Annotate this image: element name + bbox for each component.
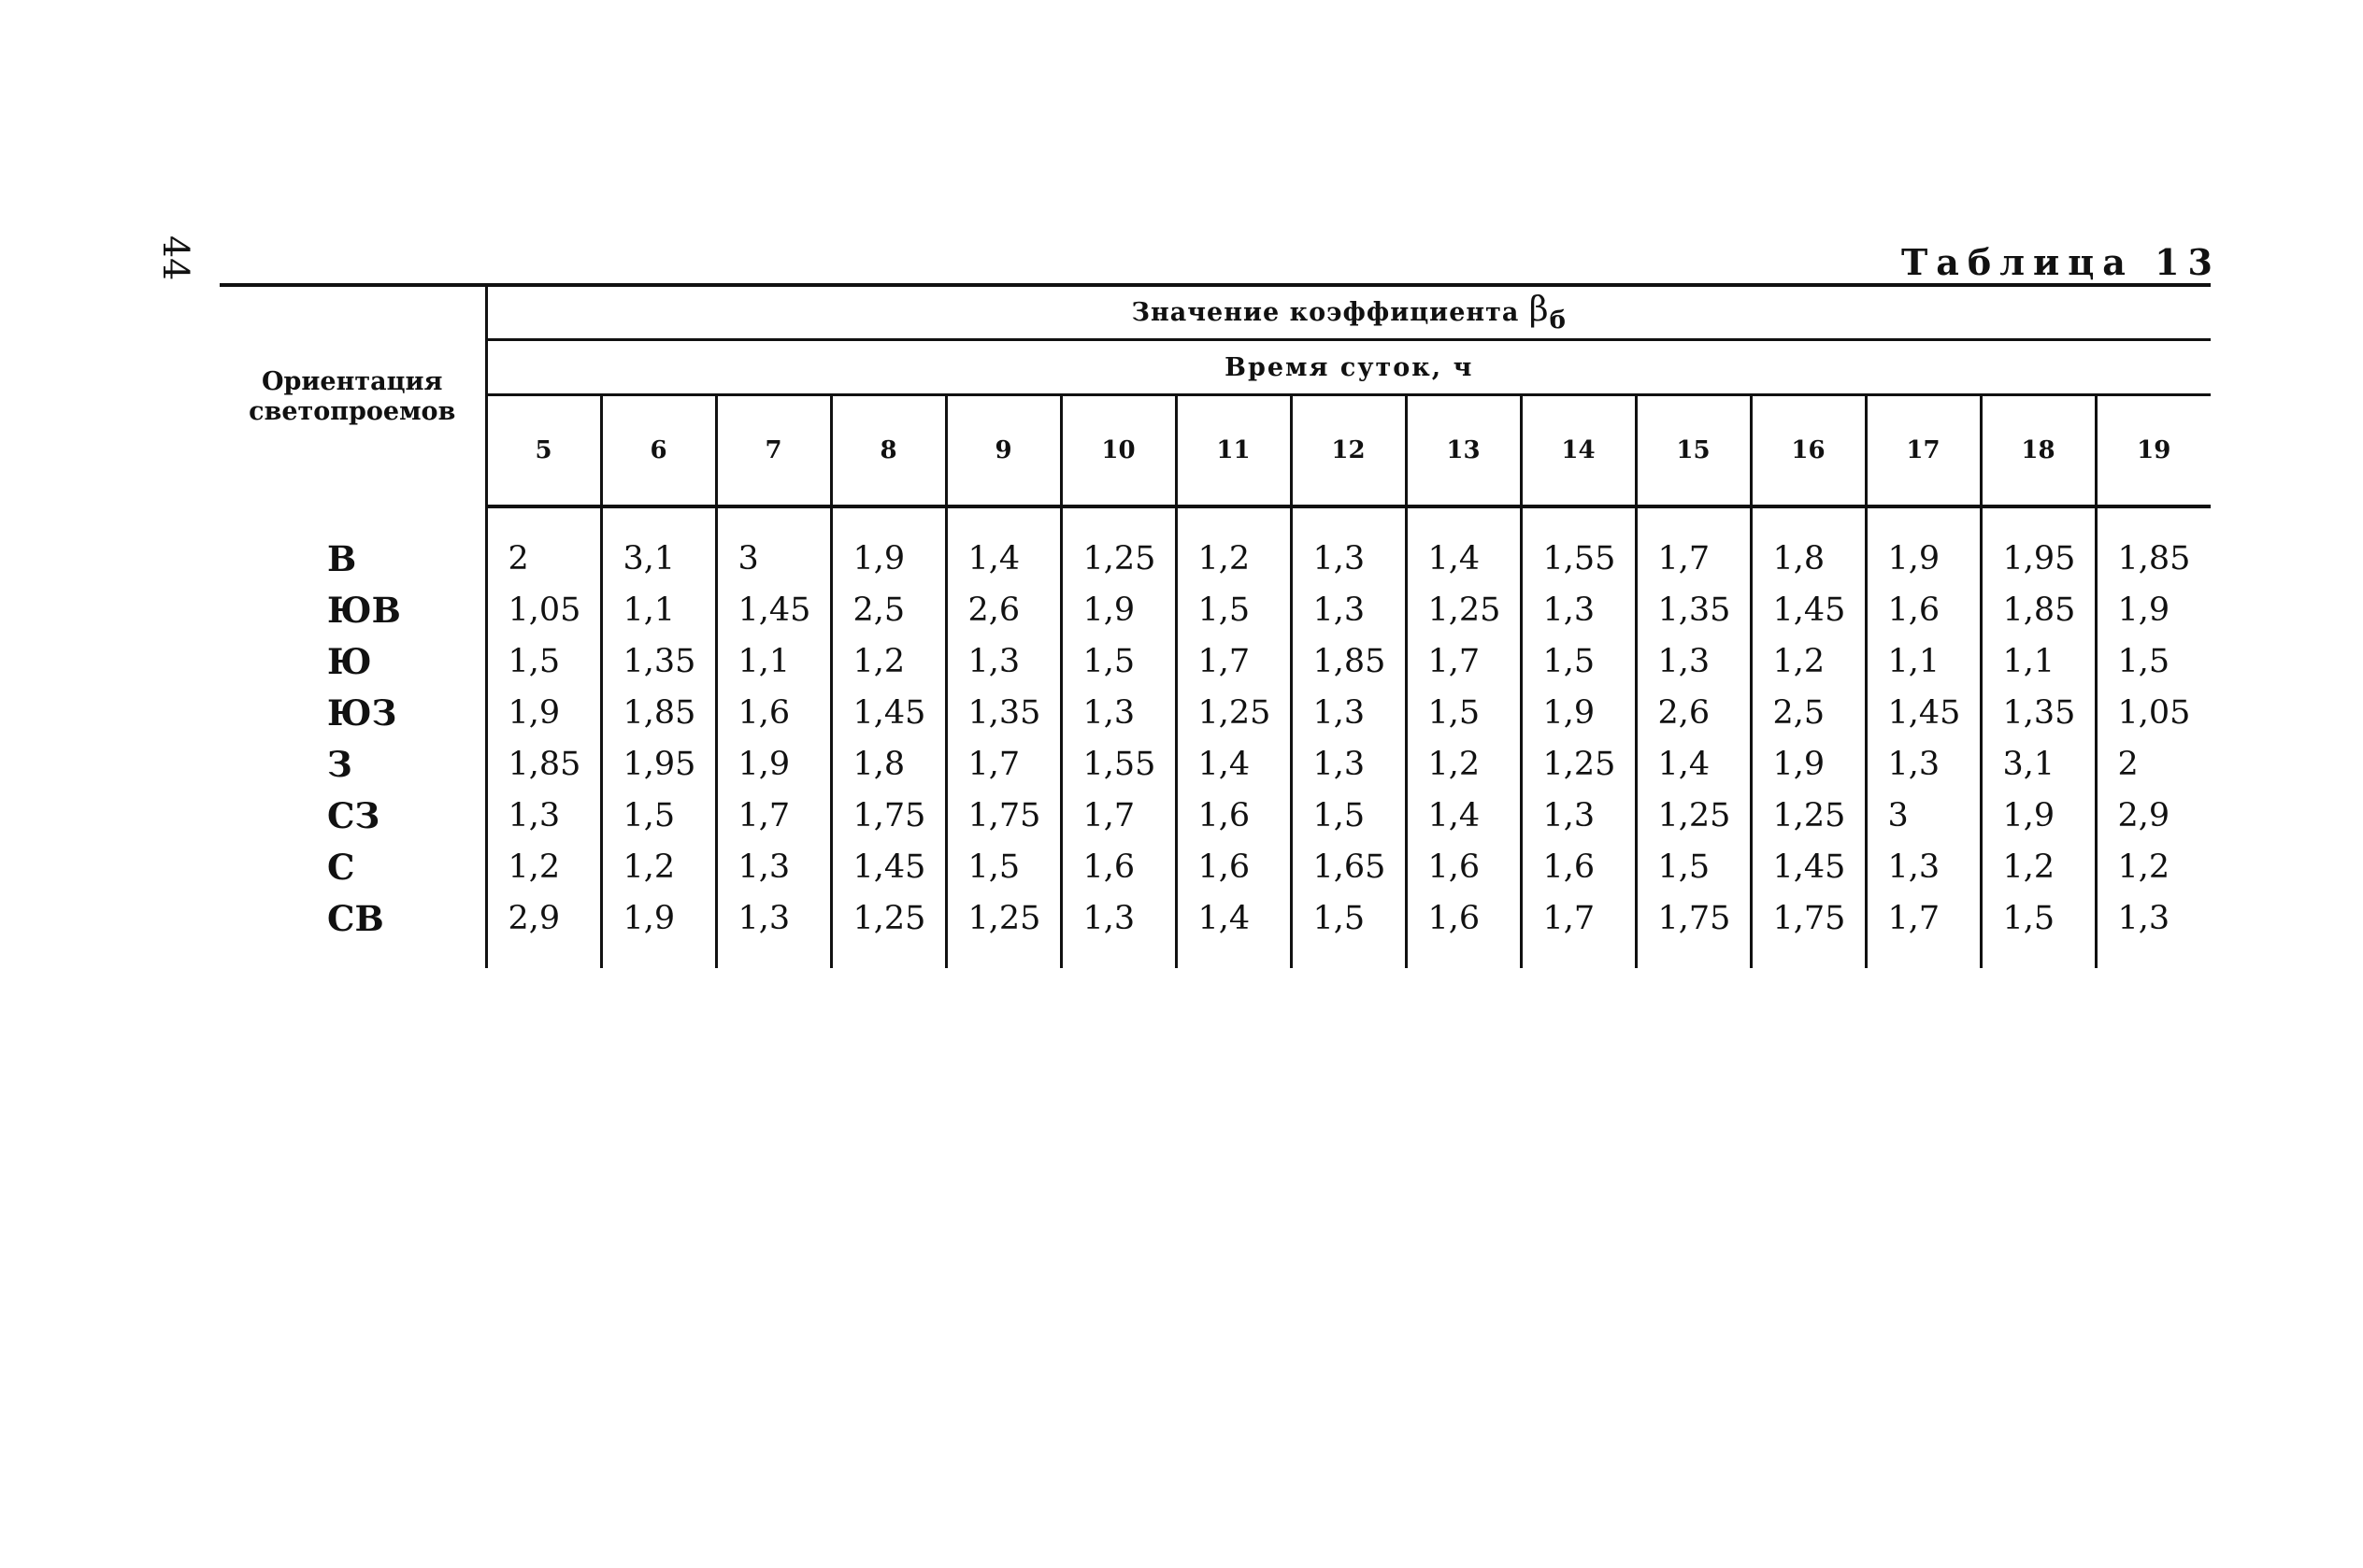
coefficient-cell: 3,1 xyxy=(1981,738,2096,790)
coefficient-cell: 1,4 xyxy=(946,533,1061,584)
hour-header: 9 xyxy=(946,395,1061,507)
hour-header: 5 xyxy=(486,395,601,507)
coefficient-table xyxy=(220,283,2211,968)
hour-header: 11 xyxy=(1176,395,1291,507)
coefficient-cell: 1,2 xyxy=(508,848,561,886)
coefficient-symbol xyxy=(1528,290,1567,335)
orientation-cell: В xyxy=(220,533,486,584)
hour-header: 18 xyxy=(1981,395,2096,507)
coefficient-cell: 1,75 xyxy=(1636,892,1751,944)
coefficient-cell: 1,7 xyxy=(1866,892,1981,944)
coefficient-cell: 1,9 xyxy=(508,693,561,732)
coefficient-cell: 1,25 xyxy=(831,892,946,944)
orientation-cell: ЮВ xyxy=(220,584,486,635)
coefficient-cell: 1,75 xyxy=(831,790,946,841)
coefficient-cell: 1,25 xyxy=(1406,584,1521,635)
coefficient-cell: 1,9 xyxy=(716,738,831,790)
coefficient-cell: 1,95 xyxy=(601,738,716,790)
coefficient-cell: 1,5 xyxy=(508,642,561,680)
table-header xyxy=(220,285,2211,506)
coefficient-cell: 1,3 xyxy=(1291,687,1406,738)
coefficient-cell: 1,5 xyxy=(1176,584,1291,635)
coefficient-cell: 1,5 xyxy=(1291,892,1406,944)
coefficient-cell: 1,5 xyxy=(1521,635,1636,687)
coefficient-cell: 1,2 xyxy=(1406,738,1521,790)
coefficient-cell: 1,45 xyxy=(1866,687,1981,738)
coefficient-cell: 2,6 xyxy=(1636,687,1751,738)
coefficient-cell: 1,3 xyxy=(1291,533,1406,584)
coefficient-cell: 2,5 xyxy=(831,584,946,635)
coefficient-cell: 1,75 xyxy=(1751,892,1866,944)
hour-header: 12 xyxy=(1291,395,1406,507)
coefficient-cell: 1,6 xyxy=(1406,892,1521,944)
hour-header: 8 xyxy=(831,395,946,507)
coefficient-cell: 1,05 xyxy=(508,591,581,629)
coefficient-cell: 1,85 xyxy=(1981,584,2096,635)
coefficient-cell: 1,55 xyxy=(1521,533,1636,584)
time-of-day-header: Время суток, ч xyxy=(486,340,2211,395)
coefficient-cell: 3 xyxy=(716,533,831,584)
coefficient-cell: 1,9 xyxy=(1866,533,1981,584)
coefficient-cell: 1,65 xyxy=(1291,841,1406,892)
orientation-cell: Ю xyxy=(220,635,486,687)
orientation-header-line1: Ориентация xyxy=(261,366,443,396)
orientation-cell: С xyxy=(220,841,486,892)
coefficient-cell: 1,35 xyxy=(946,687,1061,738)
coefficient-cell: 2,5 xyxy=(1751,687,1866,738)
coefficient-cell: 1,95 xyxy=(1981,533,2096,584)
coefficient-cell: 1,7 xyxy=(1636,533,1751,584)
table-row xyxy=(220,687,2211,738)
beta-subscript: б xyxy=(1549,306,1567,335)
orientation-cell: ЮЗ xyxy=(220,687,486,738)
coefficient-cell: 1,2 xyxy=(2096,841,2211,892)
coefficient-cell: 1,2 xyxy=(601,841,716,892)
coefficient-table-container xyxy=(220,283,2211,968)
coefficient-cell: 1,3 xyxy=(716,841,831,892)
table-row xyxy=(220,841,2211,892)
coefficient-cell: 1,25 xyxy=(1521,738,1636,790)
coefficient-cell: 1,25 xyxy=(1061,533,1176,584)
hour-header: 10 xyxy=(1061,395,1176,507)
coefficient-cell: 1,3 xyxy=(1521,790,1636,841)
coefficient-cell: 1,3 xyxy=(1291,738,1406,790)
coefficient-cell: 1,8 xyxy=(1751,533,1866,584)
coefficient-cell: 1,7 xyxy=(716,790,831,841)
orientation-column-header xyxy=(220,285,486,506)
coefficient-cell: 1,6 xyxy=(1866,584,1981,635)
table-row xyxy=(220,738,2211,790)
beta-symbol: β xyxy=(1528,290,1550,329)
coefficient-cell: 1,85 xyxy=(1291,635,1406,687)
coefficient-cell: 1,5 xyxy=(946,841,1061,892)
coefficient-cell: 1,25 xyxy=(1751,790,1866,841)
coefficient-cell: 1,9 xyxy=(1751,738,1866,790)
coefficient-cell: 1,8 xyxy=(831,738,946,790)
hour-header-row xyxy=(220,395,2211,507)
coefficient-cell: 1,5 xyxy=(1061,635,1176,687)
coefficient-cell: 1,6 xyxy=(1176,841,1291,892)
coefficient-header xyxy=(486,285,2211,340)
hour-header: 19 xyxy=(2096,395,2211,507)
coefficient-cell: 2 xyxy=(2096,738,2211,790)
table-row xyxy=(220,533,2211,584)
coefficient-cell: 1,7 xyxy=(1176,635,1291,687)
coefficient-cell: 1,85 xyxy=(2096,533,2211,584)
coefficient-cell: 1,1 xyxy=(1981,635,2096,687)
coefficient-cell: 1,5 xyxy=(1981,892,2096,944)
table-caption: Таблица 13 xyxy=(1900,241,2221,283)
coefficient-cell: 1,3 xyxy=(1291,584,1406,635)
coefficient-cell: 1,55 xyxy=(1061,738,1176,790)
coefficient-cell: 1,45 xyxy=(1751,584,1866,635)
coefficient-cell: 1,3 xyxy=(1636,635,1751,687)
coefficient-cell: 1,25 xyxy=(1176,687,1291,738)
coefficient-cell: 1,1 xyxy=(601,584,716,635)
coefficient-cell: 1,3 xyxy=(2096,892,2211,944)
hour-header: 13 xyxy=(1406,395,1521,507)
coefficient-cell: 1,45 xyxy=(831,687,946,738)
table-row xyxy=(220,790,2211,841)
coefficient-cell: 1,4 xyxy=(1176,738,1291,790)
coefficient-cell: 1,3 xyxy=(946,635,1061,687)
coefficient-cell: 1,6 xyxy=(1176,790,1291,841)
coefficient-cell: 1,9 xyxy=(1981,790,2096,841)
table-spacer-row xyxy=(220,506,2211,533)
orientation-cell: СЗ xyxy=(220,790,486,841)
coefficient-cell: 3,1 xyxy=(601,533,716,584)
coefficient-cell: 1,85 xyxy=(508,745,581,783)
table-end-row xyxy=(220,944,2211,968)
coefficient-cell: 1,7 xyxy=(1061,790,1176,841)
hour-header: 15 xyxy=(1636,395,1751,507)
coefficient-cell: 1,6 xyxy=(1521,841,1636,892)
coefficient-cell: 1,3 xyxy=(716,892,831,944)
coefficient-cell: 1,9 xyxy=(831,533,946,584)
coefficient-cell: 1,35 xyxy=(601,635,716,687)
coefficient-cell: 1,3 xyxy=(508,796,561,834)
coefficient-cell: 2 xyxy=(508,539,529,577)
coefficient-cell: 1,3 xyxy=(1061,892,1176,944)
coefficient-cell: 1,4 xyxy=(1406,790,1521,841)
orientation-cell: СВ xyxy=(220,892,486,944)
hour-header: 6 xyxy=(601,395,716,507)
hour-header: 17 xyxy=(1866,395,1981,507)
coefficient-cell: 1,5 xyxy=(1406,687,1521,738)
coefficient-cell: 1,4 xyxy=(1406,533,1521,584)
table-body xyxy=(220,506,2211,968)
hour-header: 7 xyxy=(716,395,831,507)
coefficient-cell: 1,9 xyxy=(2096,584,2211,635)
coefficient-cell: 1,75 xyxy=(946,790,1061,841)
hour-header: 14 xyxy=(1521,395,1636,507)
coefficient-cell: 1,3 xyxy=(1866,738,1981,790)
coefficient-cell: 2,9 xyxy=(508,899,561,937)
coefficient-cell: 1,05 xyxy=(2096,687,2211,738)
coefficient-cell: 1,25 xyxy=(1636,790,1751,841)
coefficient-cell: 3 xyxy=(1866,790,1981,841)
coefficient-cell: 1,35 xyxy=(1981,687,2096,738)
coefficient-cell: 2,9 xyxy=(2096,790,2211,841)
coefficient-label: Значение коэффициента xyxy=(1131,297,1520,327)
page-number: 44 xyxy=(155,235,196,281)
coefficient-cell: 1,2 xyxy=(1981,841,2096,892)
coefficient-cell: 2,6 xyxy=(946,584,1061,635)
coefficient-cell: 1,9 xyxy=(1061,584,1176,635)
coefficient-cell: 1,85 xyxy=(601,687,716,738)
coefficient-cell: 1,7 xyxy=(946,738,1061,790)
coefficient-cell: 1,3 xyxy=(1866,841,1981,892)
coefficient-cell: 1,3 xyxy=(1521,584,1636,635)
coefficient-cell: 1,2 xyxy=(1751,635,1866,687)
coefficient-cell: 1,45 xyxy=(1751,841,1866,892)
coefficient-cell: 1,9 xyxy=(601,892,716,944)
coefficient-cell: 1,25 xyxy=(946,892,1061,944)
coefficient-cell: 1,45 xyxy=(831,841,946,892)
table-row xyxy=(220,584,2211,635)
coefficient-cell: 1,45 xyxy=(716,584,831,635)
coefficient-cell: 1,2 xyxy=(831,635,946,687)
coefficient-cell: 1,4 xyxy=(1636,738,1751,790)
coefficient-cell: 1,6 xyxy=(716,687,831,738)
coefficient-cell: 1,4 xyxy=(1176,892,1291,944)
orientation-cell: З xyxy=(220,738,486,790)
table-row xyxy=(220,892,2211,944)
coefficient-cell: 1,1 xyxy=(716,635,831,687)
coefficient-cell: 1,6 xyxy=(1406,841,1521,892)
coefficient-cell: 1,7 xyxy=(1521,892,1636,944)
coefficient-cell: 1,5 xyxy=(1291,790,1406,841)
coefficient-cell: 1,5 xyxy=(601,790,716,841)
hour-header: 16 xyxy=(1751,395,1866,507)
coefficient-cell: 1,2 xyxy=(1176,533,1291,584)
table-row xyxy=(220,635,2211,687)
coefficient-cell: 1,5 xyxy=(1636,841,1751,892)
coefficient-cell: 1,6 xyxy=(1061,841,1176,892)
orientation-header-line2: светопроемов xyxy=(249,396,456,426)
coefficient-cell: 1,7 xyxy=(1406,635,1521,687)
coefficient-cell: 1,3 xyxy=(1061,687,1176,738)
coefficient-cell: 1,9 xyxy=(1521,687,1636,738)
coefficient-cell: 1,35 xyxy=(1636,584,1751,635)
coefficient-cell: 1,5 xyxy=(2096,635,2211,687)
coefficient-cell: 1,1 xyxy=(1866,635,1981,687)
